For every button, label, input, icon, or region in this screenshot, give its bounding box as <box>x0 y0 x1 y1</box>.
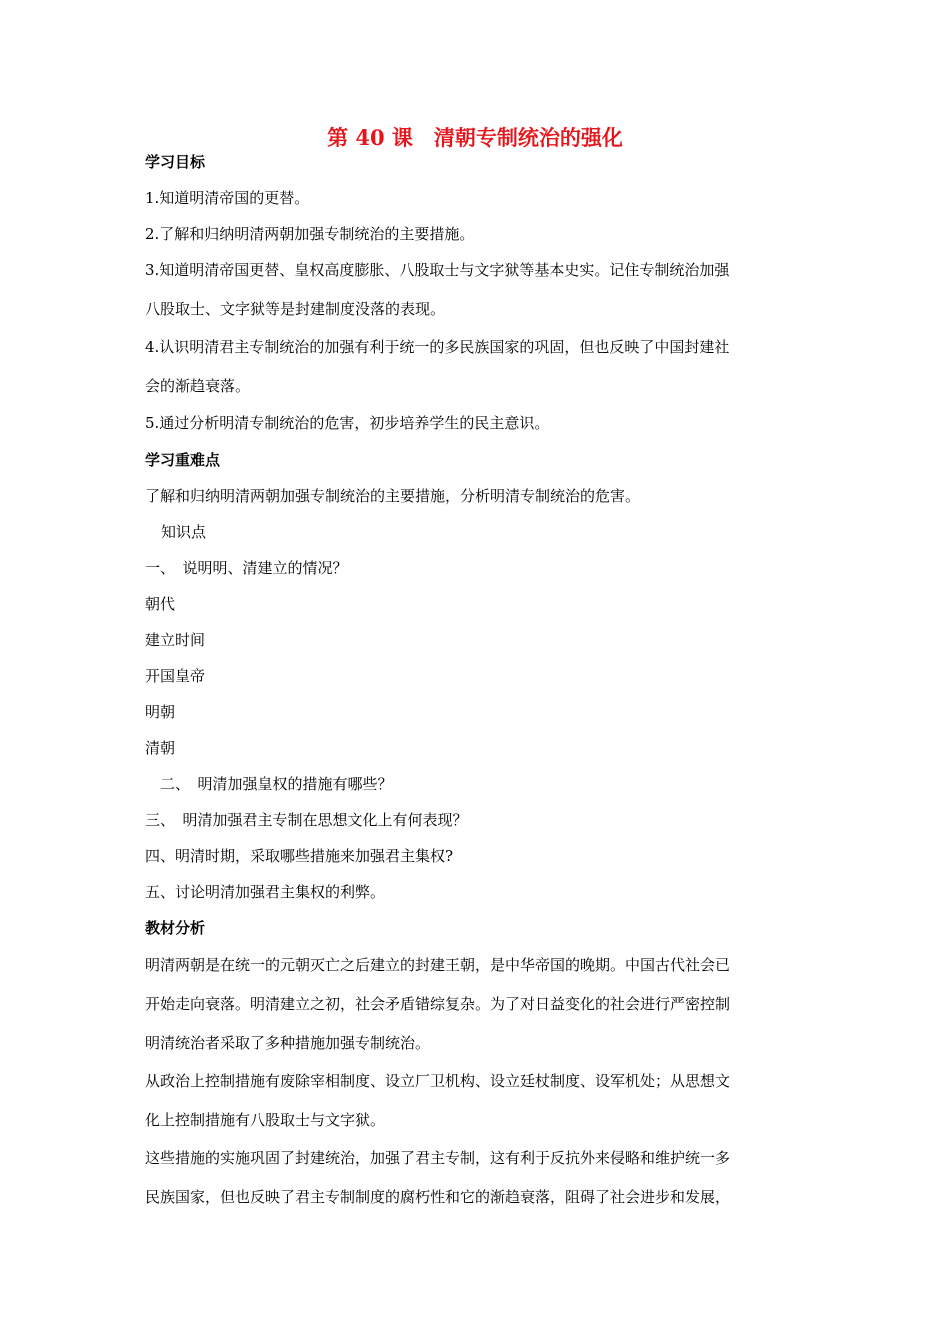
objective-item: 1.知道明清帝国的更替。 <box>145 189 310 207</box>
question-4: 四、明清时期，采取哪些措施来加强君主集权? <box>145 847 454 865</box>
analysis-line: 从政治上控制措施有废除宰相制度、设立厂卫机构、设立廷杖制度、设军机处；从思想文 <box>145 1072 731 1090</box>
table-cell: 开国皇帝 <box>145 667 206 685</box>
lesson-title: 第 40 课 清朝专制统治的强化 <box>327 125 623 150</box>
objective-item: 5.通过分析明清专制统治的危害，初步培养学生的民主意识。 <box>145 414 550 432</box>
key-points-text: 了解和归纳明清两朝加强专制统治的主要措施，分析明清专制统治的危害。 <box>145 487 641 505</box>
table-cell: 朝代 <box>145 595 176 613</box>
analysis-line: 化上控制措施有八股取士与文字狱。 <box>145 1111 386 1129</box>
question-2: 二、 明清加强皇权的措施有哪些？ <box>160 775 393 793</box>
question-5: 五、讨论明清加强君主集权的利弊。 <box>145 883 386 901</box>
key-points-heading: 学习重难点 <box>145 451 221 469</box>
objective-item: 会的渐趋衰落。 <box>145 377 251 395</box>
analysis-line: 开始走向衰落。明清建立之初，社会矛盾错综复杂。为了对日益变化的社会进行严密控制 <box>145 995 731 1013</box>
objective-item: 2.了解和归纳明清两朝加强专制统治的主要措施。 <box>145 225 475 243</box>
knowledge-heading: 知识点 <box>161 523 207 541</box>
analysis-line: 明清两朝是在统一的元朝灭亡之后建立的封建王朝，是中华帝国的晚期。中国古代社会已 <box>145 956 731 974</box>
table-cell: 建立时间 <box>145 631 206 649</box>
question-3: 三、 明清加强君主专制在思想文化上有何表现？ <box>145 811 468 829</box>
objectives-heading: 学习目标 <box>145 153 206 171</box>
analysis-line: 民族国家，但也反映了君主专制制度的腐朽性和它的渐趋衰落，阻碍了社会进步和发展， <box>145 1188 731 1206</box>
analysis-line: 明清统治者采取了多种措施加强专制统治。 <box>145 1034 431 1052</box>
analysis-heading: 教材分析 <box>145 919 206 937</box>
objective-item: 3.知道明清帝国更替、皇权高度膨胀、八股取士与文字狱等基本史实。记住专制统治加强 <box>145 261 730 279</box>
table-cell: 明朝 <box>145 703 176 721</box>
objective-item: 4.认识明清君主专制统治的加强有利于统一的多民族国家的巩固，但也反映了中国封建社 <box>145 338 730 356</box>
analysis-line: 这些措施的实施巩固了封建统治，加强了君主专制，这有利于反抗外来侵略和维护统一多 <box>145 1149 731 1167</box>
objective-item: 八股取士、文字狱等是封建制度没落的表现。 <box>145 300 446 318</box>
table-cell: 清朝 <box>145 739 176 757</box>
question-1: 一、 说明明、清建立的情况？ <box>145 559 348 577</box>
